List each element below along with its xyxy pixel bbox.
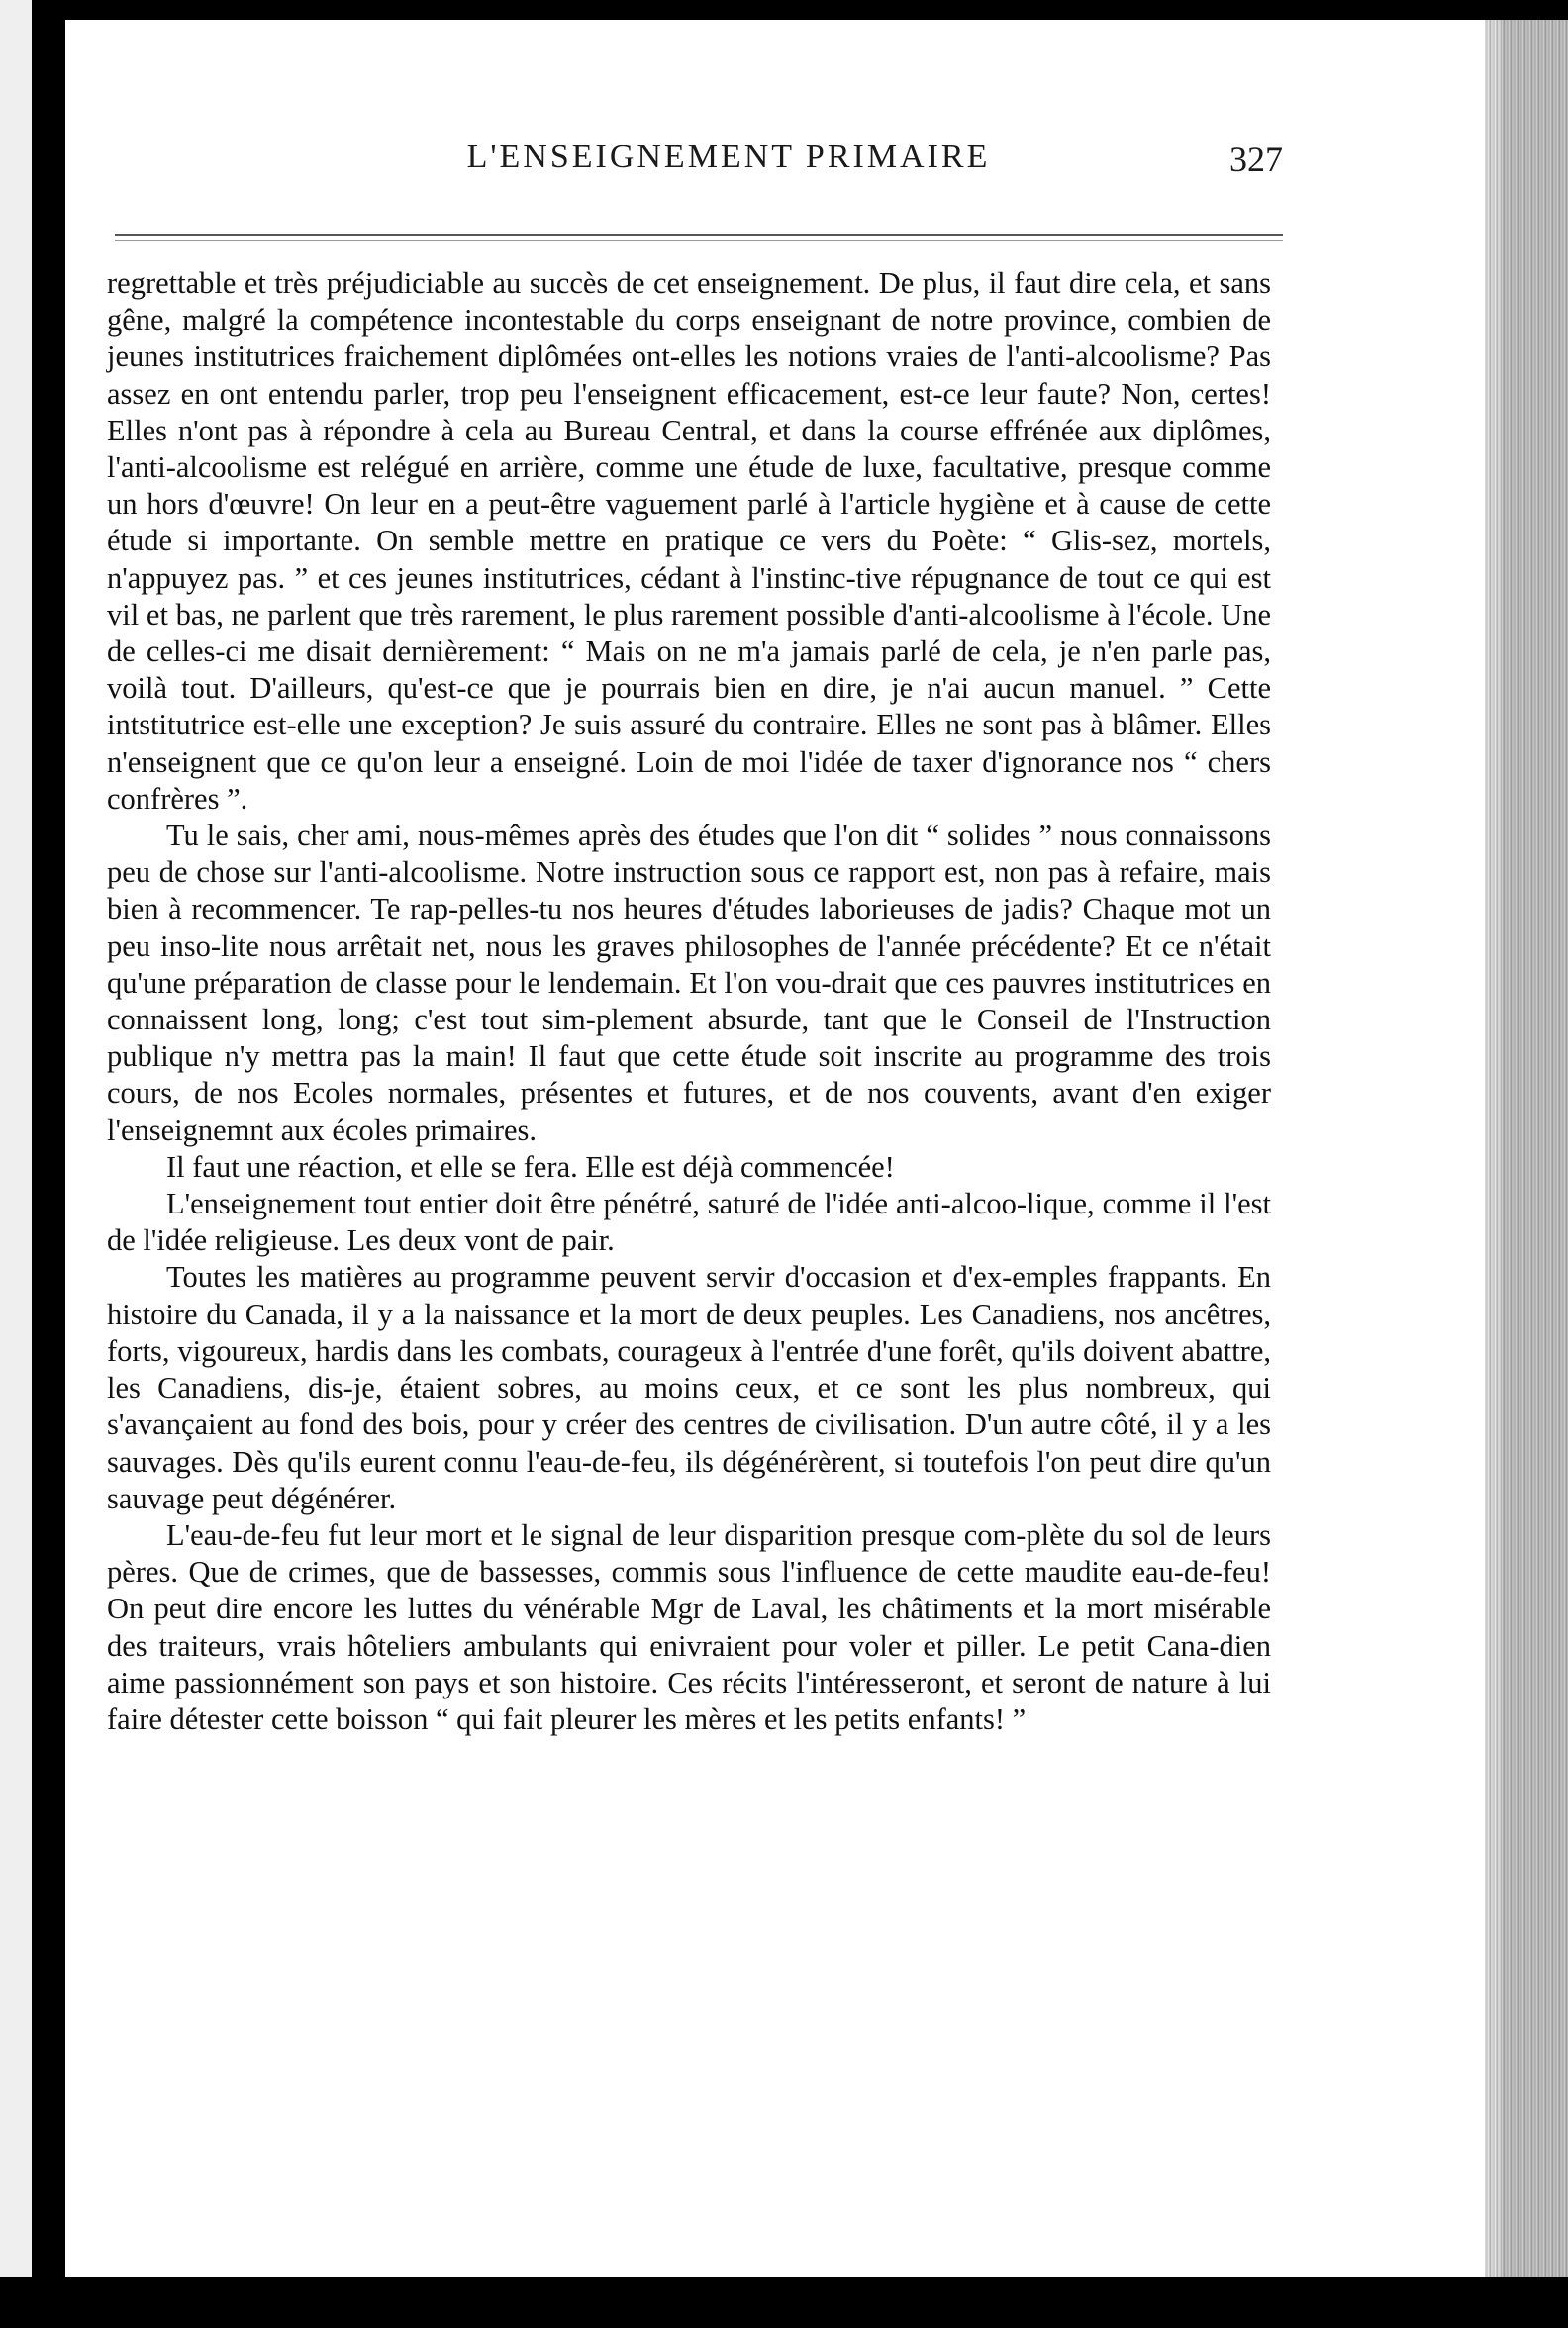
paragraph: regrettable et très préjudiciable au succès de cet enseignement. De plus, il faut dire cela, et sans gêne, malgré la compétence incontestable du corps enseignant de notre province, combien de jeunes institutrices fraichement diplômées ont-elles les notions vraies de l'anti-alcoolisme? Pas assez en ont entendu parler, trop peu l'enseignent efficacement, est-ce leur faute? Non, certes! Elles n'ont pas à répondre à cela au Bureau Central, et dans la course effrénée aux diplômes, l'anti-alcoolisme est relégué en arrière, comme une étude de luxe, facultative, presque comme un hors d'œuvre! On leur en a peut-être vaguement parlé à l'article hygiène et à cause de cette étude si importante. On semble mettre en pratique ce vers du Poète: “ Glis-sez, mortels, n'appuyez pas. ” et ces jeunes institutrices, cédant à l'instinc-tive répugnance de tout ce qui est vil et bas, ne parlent que très rarement, le plus rarement possible d'anti-alcoolisme à l'école. Une de celles-ci me disait dernièrement: “ Mais on ne m'a jamais parlé de cela, je n'en parle pas, voilà tout. D'ailleurs, qu'est-ce que je pourrais bien en dire, je n'ai aucun manuel. ” Cette intstitutrice est-elle une exception? Je suis assuré du contraire. Elles ne sont pas à blâmer. Elles n'enseignent que ce qu'on leur a enseigné. Loin de moi l'idée de taxer d'ignorance nos “ chers confrères ”. bbox=[107, 266, 1271, 816]
page-stack-edge bbox=[1485, 20, 1568, 2328]
header-rule bbox=[115, 234, 1283, 236]
paragraph: Toutes les matières au programme peuvent servir d'occasion et d'ex-emples frappants. En histoire du Canada, il y a la naissance et la mort de deux peuples. Les Canadiens, nos ancêtres, forts, vigoureux, hardis dans les combats, courageux à l'entrée d'une forêt, qu'ils doivent abattre, les Canadiens, dis-je, étaient sobres, au moins ceux, et ce sont les plus nombreux, qui s'avançaient au fond des bois, pour y créer des centres de civilisation. D'un autre côté, il y a les sauvages. Dès qu'ils eurent connu l'eau-de-feu, ils dégénérèrent, si toutefois l'on peut dire qu'un sauvage peut dégénérer. bbox=[107, 1260, 1271, 1515]
scan-left-border bbox=[32, 0, 65, 2328]
adjacent-page-edge bbox=[0, 0, 32, 2328]
scan-top-border bbox=[0, 0, 1568, 20]
header-rule-thin bbox=[115, 240, 1283, 241]
page-number: 327 bbox=[1229, 140, 1283, 179]
page-header bbox=[115, 139, 1283, 198]
running-title: L'ENSEIGNEMENT PRIMAIRE bbox=[466, 139, 991, 175]
scan-bottom-border bbox=[0, 2277, 1568, 2328]
paragraph: L'eau-de-feu fut leur mort et le signal de leur disparition presque com-plète du sol de leurs pères. Que de crimes, que de bassesses, commis sous l'influence de cette maudite eau-de-feu! On peut dire encore les luttes du vénérable Mgr de Laval, les châtiments et la mort misérable des traiteurs, vrais hôteliers ambulants qui enivraient pour voler et piller. Le petit Cana-dien aime passionnément son pays et son histoire. Ces récits l'intéresseront, et seront de nature à lui faire détester cette boisson “ qui fait pleurer les mères et les petits enfants! ” bbox=[107, 1517, 1271, 1736]
paragraph: L'enseignement tout entier doit être pénétré, saturé de l'idée anti-alcoo-lique, comme il l'est de l'idée religieuse. Les deux vont de pair. bbox=[107, 1187, 1271, 1258]
paragraph: Il faut une réaction, et elle se fera. Elle est déjà commencée! bbox=[166, 1149, 895, 1184]
body-text bbox=[107, 265, 1271, 1738]
paragraph: Tu le sais, cher ami, nous-mêmes après des études que l'on dit “ solides ” nous connaissons peu de chose sur l'anti-alcoolisme. Notre instruction sous ce rapport est, non pas à refaire, mais bien à recommencer. Te rap-pelles-tu nos heures d'études laborieuses de jadis? Chaque mot un peu inso-lite nous arrêtait net, nous les graves philosophes de l'année précédente? Et ce n'était qu'une préparation de classe pour le lendemain. Et l'on vou-drait que ces pauvres institutrices en connaissent long, long; c'est tout sim-plement absurde, tant que le Conseil de l'Instruction publique n'y mettra pas la main! Il faut que cette étude soit inscrite au programme des trois cours, de nos Ecoles normales, présentes et futures, et de nos couvents, avant d'en exiger l'enseignemnt aux écoles primaires. bbox=[107, 819, 1271, 1147]
